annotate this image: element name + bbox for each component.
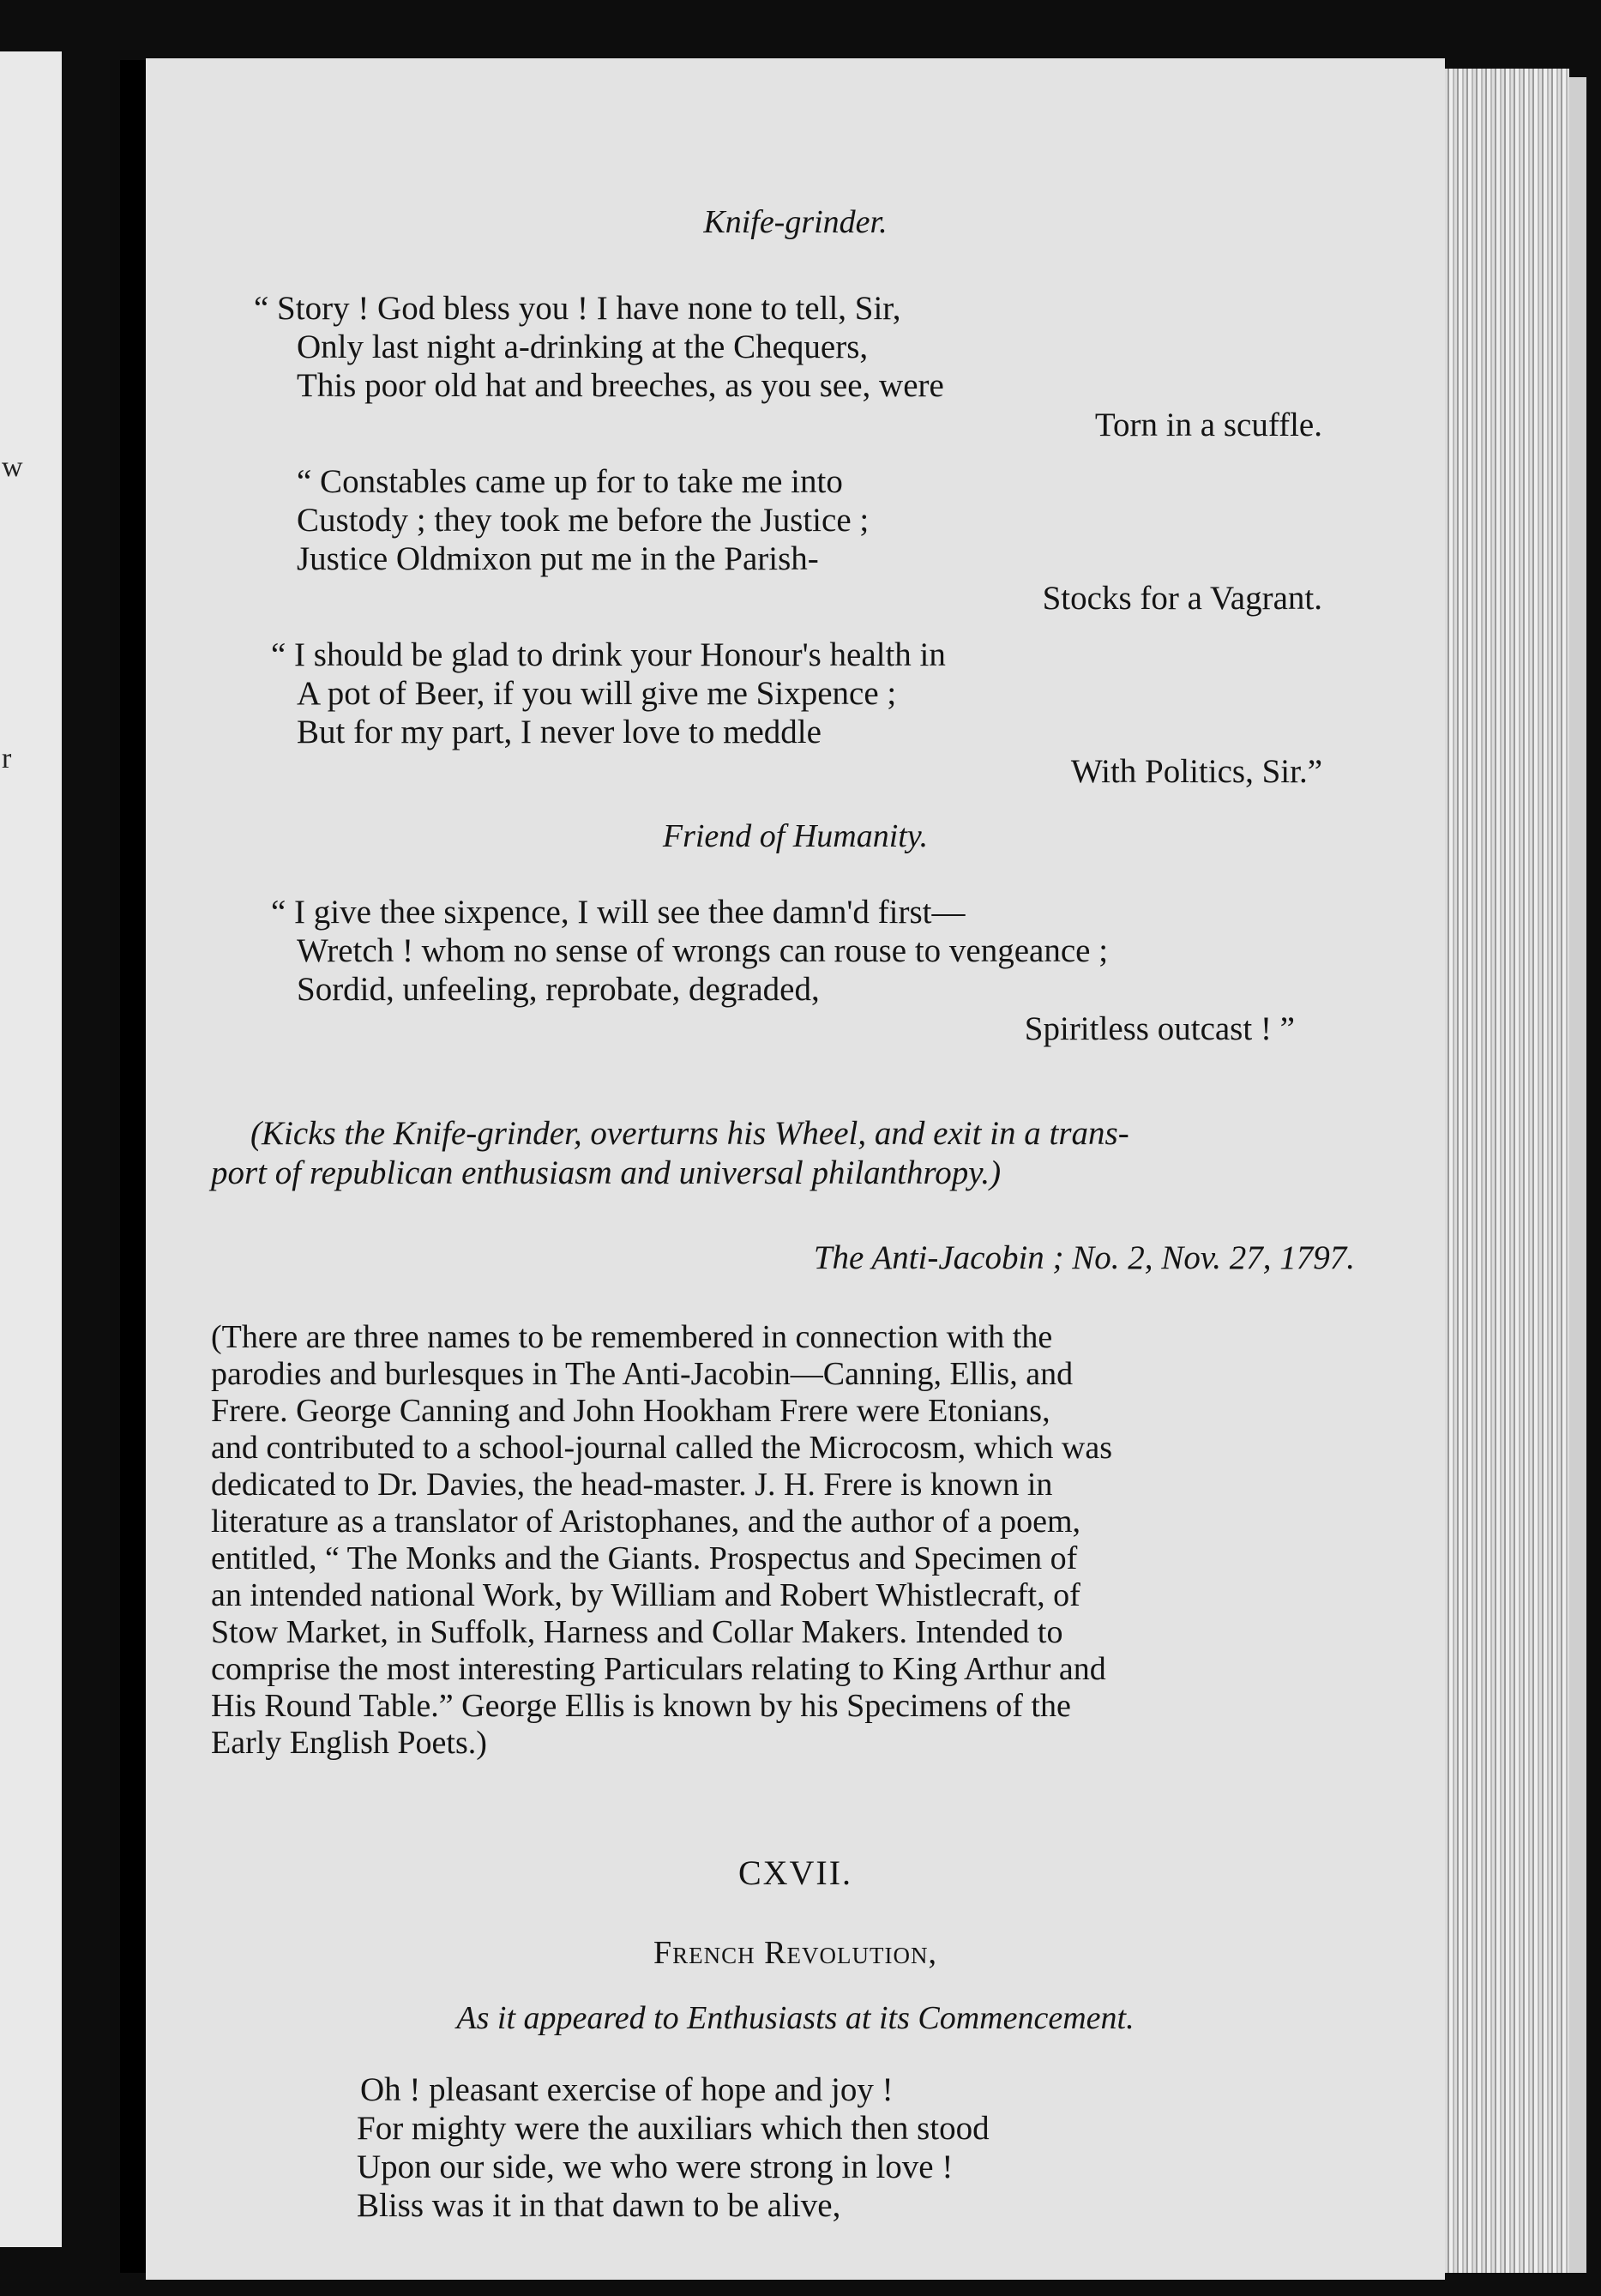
note-line: (There are three names to be remembered in connection with the: [211, 1319, 1053, 1355]
stanza4-line2: Wretch ! whom no sense of wrongs can rouse to vengeance ;: [297, 932, 1109, 969]
speaker-knife-grinder: Knife-grinder.: [703, 204, 888, 240]
book-gutter: [120, 60, 146, 2273]
note-line: entitled, “ The Monks and the Giants. Prospectus and Specimen of: [211, 1540, 1078, 1576]
stanza3-line2: A pot of Beer, if you will give me Sixpence ;: [297, 675, 897, 712]
stage-direction-line2: port of republican enthusiasm and universal philanthropy.): [211, 1154, 1002, 1191]
poem-subtitle: As it appeared to Enthusiasts at its Commencement.: [456, 2000, 1135, 2036]
note-line: an intended national Work, by William and Robert Whistlecraft, of: [211, 1577, 1080, 1613]
note-line: His Round Table.” George Ellis is known by his Specimens of the: [211, 1688, 1071, 1724]
poem-line1: Oh ! pleasant exercise of hope and joy !: [360, 2071, 894, 2108]
speaker-friend-of-humanity: Friend of Humanity.: [662, 818, 929, 854]
note-line: comprise the most interesting Particulars relating to King Arthur and: [211, 1651, 1106, 1687]
poem-line2: For mighty were the auxiliars which then stood: [357, 2110, 990, 2147]
stanza4-line4: Spiritless outcast ! ”: [1024, 1010, 1295, 1047]
page-stack-strip: [1569, 77, 1586, 2273]
book-page: [146, 58, 1445, 2280]
note-line: Frere. George Canning and John Hookham Frere were Etonians,: [211, 1393, 1050, 1429]
stanza1-line3: This poor old hat and breeches, as you see, were: [297, 367, 944, 404]
stanza1-line4: Torn in a scuffle.: [1094, 407, 1322, 443]
editorial-note: [211, 1319, 1358, 1762]
note-line: Early English Poets.): [211, 1725, 487, 1761]
poem-title: French Revolution,: [653, 1935, 937, 1971]
stanza2-line1: “ Constables came up for to take me into: [297, 463, 843, 500]
stanza2-line2: Custody ; they took me before the Justice ;: [297, 502, 870, 539]
source-citation: The Anti-Jacobin ; No. 2, Nov. 27, 1797.: [813, 1239, 1355, 1276]
note-line: Stow Market, in Suffolk, Harness and Collar Makers. Intended to: [211, 1614, 1063, 1650]
stanza1-line2: Only last night a-drinking at the Chequers,: [297, 328, 869, 365]
stanza2-line4: Stocks for a Vagrant.: [1042, 580, 1322, 617]
poem-line3: Upon our side, we who were strong in love !: [357, 2148, 954, 2185]
poem-line4: Bliss was it in that dawn to be alive,: [357, 2187, 841, 2224]
facing-page-char: r: [2, 743, 12, 774]
note-line: dedicated to Dr. Davies, the head-master. J. H. Frere is known in: [211, 1467, 1053, 1503]
stanza3-line1: “ I should be glad to drink your Honour's health in: [271, 636, 946, 673]
note-line: parodies and burlesques in The Anti-Jacobin—Canning, Ellis, and: [211, 1356, 1074, 1392]
facing-page-char: w: [2, 451, 23, 483]
stanza4-line1: “ I give thee sixpence, I will see thee damn'd first—: [271, 894, 966, 931]
note-line: literature as a translator of Aristophanes, and the author of a poem,: [211, 1504, 1081, 1540]
stanza4-line3: Sordid, unfeeling, reprobate, degraded,: [297, 971, 820, 1008]
stanza3-line4: With Politics, Sir.”: [1070, 753, 1322, 790]
stanza2-line3: Justice Oldmixon put me in the Parish-: [297, 540, 819, 577]
stanza3-line3: But for my part, I never love to meddle: [297, 714, 822, 750]
page-stack-edge: [1445, 69, 1569, 2273]
facing-page-edge: [0, 51, 62, 2247]
stage-direction-line1: (Kicks the Knife-grinder, overturns his Wheel, and exit in a trans-: [250, 1115, 1129, 1152]
stanza1-line1: “ Story ! God bless you ! I have none to tell, Sir,: [254, 290, 901, 327]
note-line: and contributed to a school-journal called the Microcosm, which was: [211, 1430, 1113, 1466]
poem-number: CXVII.: [737, 1853, 853, 1892]
